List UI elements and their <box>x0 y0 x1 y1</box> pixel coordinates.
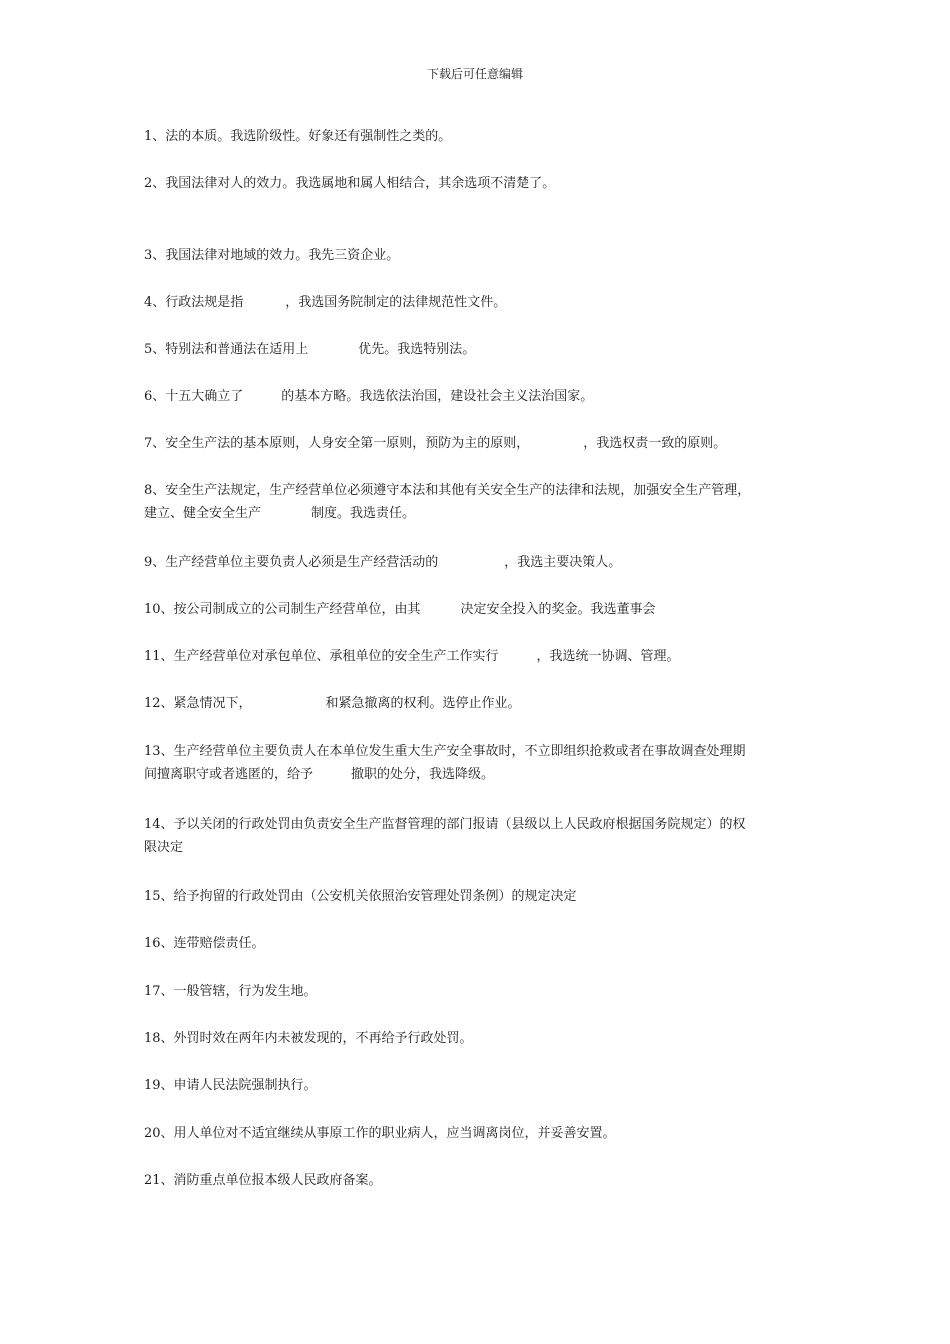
item-text: 决定安全投入的奖金。我选董事会 <box>460 602 656 617</box>
item-text: 7、安全生产法的基本原则，人身安全第一原则，预防为主的原则， <box>144 436 530 451</box>
item-text: 2、我国法律对人的效力。我选属地和属人相结合，其余选项不清楚了。 <box>144 176 556 191</box>
item-text: 20、用人单位对不适宜继续从事原工作的职业病人，应当调离岗位，并妥善安置。 <box>144 1126 616 1141</box>
item-text: 6、十五大确立了 <box>144 389 244 404</box>
list-item <box>144 338 809 361</box>
item-text: 的基本方略。我选依法治国，建设社会主义法治国家。 <box>281 389 594 404</box>
list-item <box>144 385 809 408</box>
item-text: 21、消防重点单位报本级人民政府备案。 <box>144 1173 382 1188</box>
list-item <box>144 1122 809 1145</box>
item-text: 10、按公司制成立的公司制生产经营单位，由其 <box>144 602 421 617</box>
item-text: ，我选权责一致的原则。 <box>583 436 727 451</box>
item-text: 9、生产经营单位主要负责人必须是生产经营活动的 <box>144 555 439 570</box>
item-text: 4、行政法规是指 <box>144 295 244 310</box>
item-text: 限决定 <box>144 840 184 855</box>
list-item <box>144 813 809 859</box>
list-item <box>144 479 809 525</box>
item-text: 撤职的处分，我选降级。 <box>351 767 495 782</box>
item-text: 16、连带赔偿责任。 <box>144 936 265 951</box>
page-header: 下载后可任意编辑 <box>426 67 523 81</box>
item-text: 17、一般管辖，行为发生地。 <box>144 984 317 999</box>
item-text: ，我选统一协调、管理。 <box>536 649 680 664</box>
item-text: 19、申请人民法院强制执行。 <box>144 1078 317 1093</box>
list-item <box>144 551 809 574</box>
list-item <box>144 1027 809 1050</box>
item-text: 11、生产经营单位对承包单位、承租单位的安全生产工作实行 <box>144 649 499 664</box>
list-item <box>144 740 809 786</box>
item-text: 15、给予拘留的行政处罚由（公安机关依照治安管理处罚条例）的规定决定 <box>144 889 577 904</box>
item-text: ，我选主要决策人。 <box>504 555 622 570</box>
item-text: ，我选国务院制定的法律规范性文件。 <box>285 295 507 310</box>
list-item <box>144 125 809 148</box>
item-text: 14、予以关闭的行政处罚由负责安全生产监督管理的部门报请（县级以上人民政府根据国务院规定）的权 <box>144 817 746 832</box>
item-text: 13、生产经营单位主要负责人在本单位发生重大生产安全事故时，不立即组织抢救或者在事故调查处理期 <box>144 744 746 759</box>
item-text: 优先。我选特别法。 <box>358 342 476 357</box>
list-item <box>144 932 809 955</box>
list-item <box>144 980 809 1003</box>
list-item <box>144 291 809 314</box>
list-item <box>144 172 809 195</box>
list-item <box>144 432 809 455</box>
list-item <box>144 692 809 715</box>
item-text: 制度。我选责任。 <box>311 506 416 521</box>
list-item <box>144 598 809 621</box>
item-text: 1、法的本质。我选阶级性。好象还有强制性之类的。 <box>144 129 452 144</box>
item-text: 12、紧急情况下， <box>144 696 252 711</box>
list-item <box>144 885 809 908</box>
list-item <box>144 645 809 668</box>
item-text: 18、外罚时效在两年内未被发现的，不再给予行政处罚。 <box>144 1031 473 1046</box>
item-text: 和紧急撤离的权利。选停止作业。 <box>325 696 521 711</box>
item-text: 8、安全生产法规定，生产经营单位必须遵守本法和其他有关安全生产的法律和法规，加强安全生产管理， <box>144 483 751 498</box>
list-item <box>144 244 809 267</box>
item-text: 建立、健全安全生产 <box>144 506 262 521</box>
item-text: 5、特别法和普通法在适用上 <box>144 342 309 357</box>
item-text: 3、我国法律对地域的效力。我先三资企业。 <box>144 248 400 263</box>
list-item <box>144 1074 809 1097</box>
item-text: 间擅离职守或者逃匿的，给予 <box>144 767 314 782</box>
list-item <box>144 1169 809 1192</box>
